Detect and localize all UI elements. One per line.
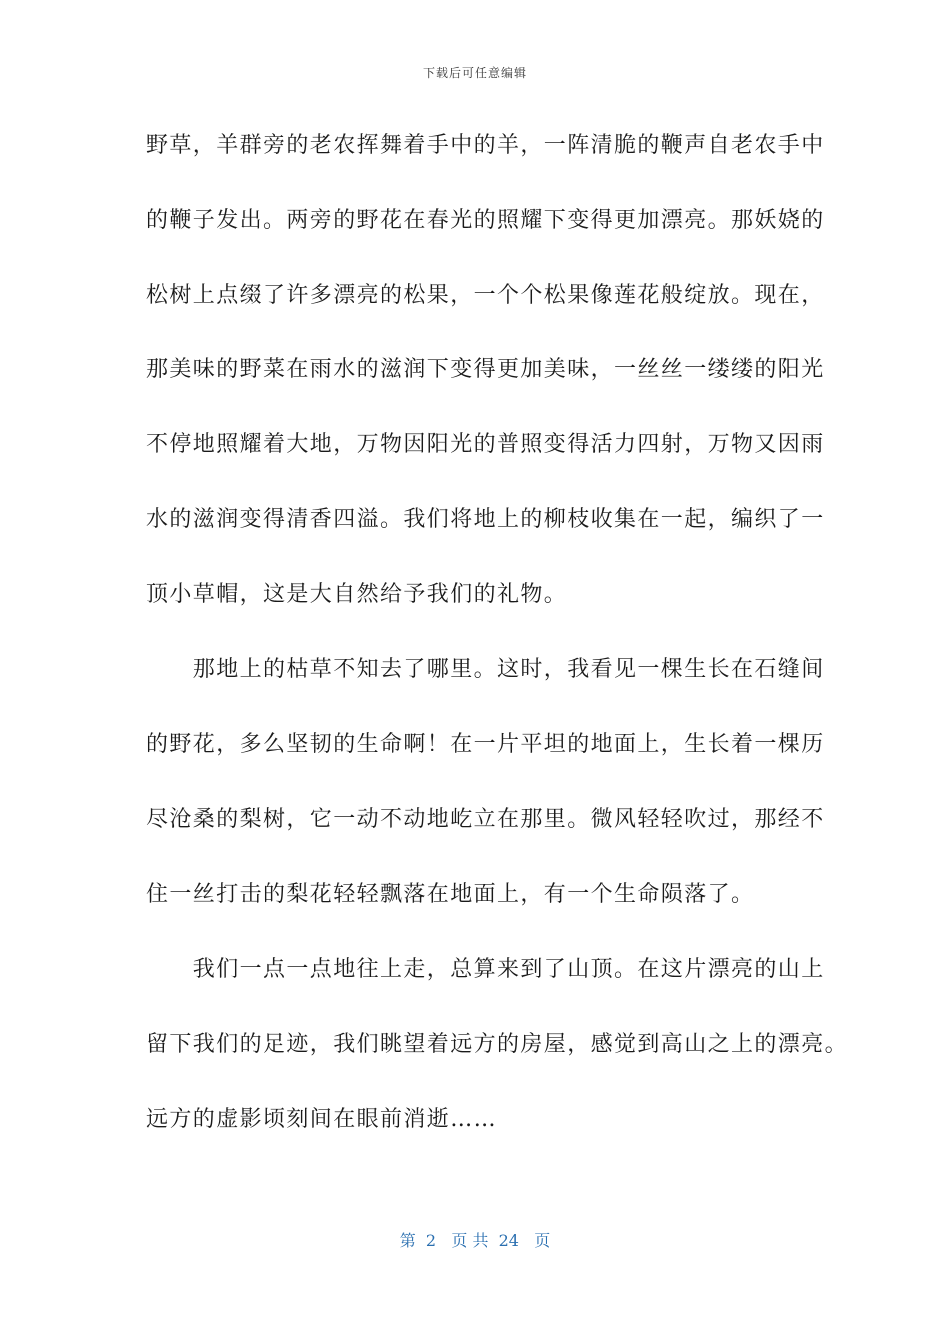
text-line: 松树上点缀了许多漂亮的松果，一个个松果像莲花般绽放。现在，	[146, 283, 825, 308]
text-line: 那美味的野菜在雨水的滋润下变得更加美味，一丝丝一缕缕的阳光	[146, 357, 825, 382]
text-line: 水的滋润变得清香四溢。我们将地上的柳枝收集在一起，编织了一	[146, 507, 825, 532]
text-line: 的鞭子发出。两旁的野花在春光的照耀下变得更加漂亮。那妖娆的	[146, 208, 825, 233]
text-line: 那地上的枯草不知去了哪里。这时，我看见一棵生长在石缝间	[146, 657, 825, 682]
text-line: 远方的虚影顷刻间在眼前消逝……	[146, 1107, 498, 1132]
text-line: 留下我们的足迹，我们眺望着远方的房屋，感觉到高山之上的漂亮。	[146, 1032, 849, 1057]
text-line: 顶小草帽，这是大自然给予我们的礼物。	[146, 582, 568, 607]
text-line: 野草，羊群旁的老农挥舞着手中的羊，一阵清脆的鞭声自老农手中	[146, 133, 825, 158]
text-line: 尽沧桑的梨树，它一动不动地屹立在那里。微风轻轻吹过，那经不	[146, 807, 825, 832]
text-line: 不停地照耀着大地，万物因阳光的普照变得活力四射，万物又因雨	[146, 432, 825, 457]
text-line: 我们一点一点地往上走，总算来到了山顶。在这片漂亮的山上	[146, 957, 825, 982]
text-line: 的野花，多么坚韧的生命啊！在一片平坦的地面上，生长着一棵历	[146, 732, 825, 757]
page-header: 下载后可任意编辑	[422, 66, 527, 80]
text-line: 住一丝打击的梨花轻轻飘落在地面上，有一个生命陨落了。	[146, 882, 755, 907]
page-number-footer: 第 2 页 共 24 页	[399, 1231, 551, 1250]
